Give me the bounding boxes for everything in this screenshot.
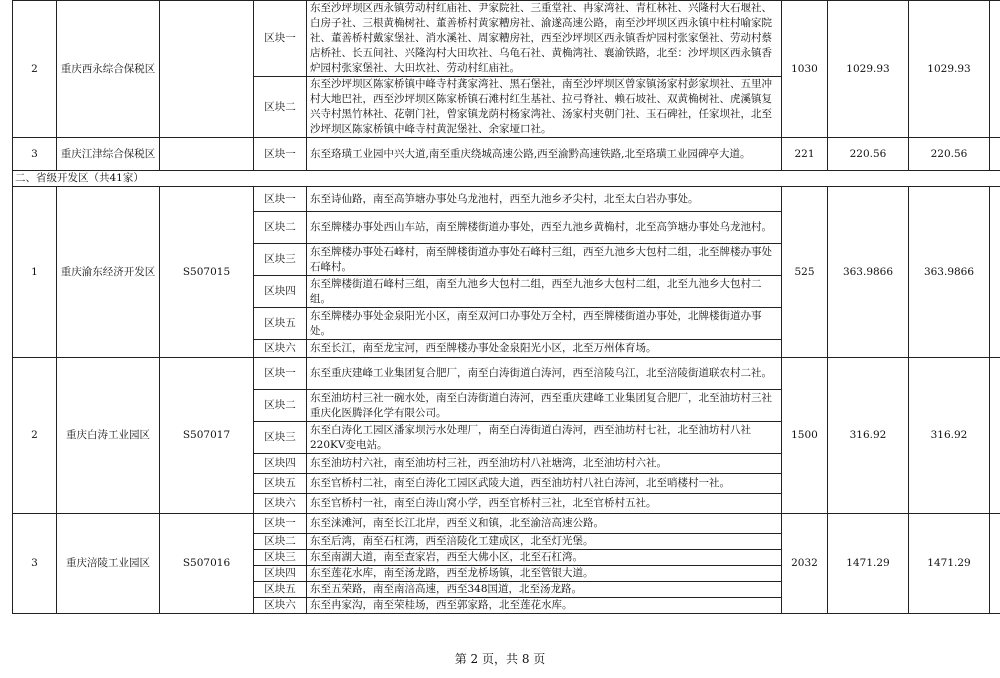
block-label: 区块三 xyxy=(254,422,307,454)
block-label: 区块四 xyxy=(254,276,307,308)
section-title: 二、省级开发区（共41家） xyxy=(13,171,1000,187)
area-approved: 1030 xyxy=(782,1,828,138)
area-value-b: 363.9866 xyxy=(909,187,990,358)
block-boundary: 东至沙坪坝区西永镇劳动村红庙社、尹家院社、三重堂社、冉家湾社、青杠林社、兴隆村大石堰社、白房子社、三根黄桷树社、董善桥村黄家糟房社、渝遂高速公路，南至沙坪坝区西永镇中柱村喻家院社、董善桥村戴家堡社、消水溪社、周家糟房社，西至沙坪坝区西永镇香炉园村张家堡社、劳动村蔡店桥社、长五间社、兴隆沟村大田坎社、乌龟石社、黄桷湾社、襄渝铁路，北至：沙坪坝区西永镇香炉园村张家堡社、大田坎社、劳动村红庙社。 xyxy=(307,1,782,77)
block-boundary: 东至冉家沟，南至荣桂场，西至郭家路，北至莲花水库。 xyxy=(307,598,782,614)
zone-name: 重庆西永综合保税区 xyxy=(57,1,160,138)
block-boundary: 东至牌楼办事处石峰村，南至牌楼街道办事处石峰村三组，西至九池乡大包村二组，北至牌楼办事处石峰村。 xyxy=(307,244,782,276)
block-label: 区块二 xyxy=(254,212,307,244)
block-boundary: 东至珞璜工业园中兴大道,南至重庆绕城高速公路,西至渝黔高速铁路,北至珞璜工业园碑亭大道。 xyxy=(307,138,782,171)
table-row xyxy=(13,358,1000,390)
block-boundary: 东至诗仙路，南至高笋塘办事处乌龙池村，西至九池乡矛尖村，北至太白岩办事处。 xyxy=(307,187,782,212)
row-number: 2 xyxy=(13,1,57,138)
zone-name: 重庆白涛工业园区 xyxy=(57,358,160,514)
area-value-b: 1471.29 xyxy=(909,514,990,614)
area-value-b: 316.92 xyxy=(909,358,990,514)
empty-cell xyxy=(990,187,1000,358)
block-boundary: 东至莲花水库，南至汤龙路，西至龙桥场镇，北至管银大道。 xyxy=(307,566,782,582)
zone-code: S507016 xyxy=(160,514,254,614)
block-label: 区块一 xyxy=(254,1,307,77)
area-value-a: 1029.93 xyxy=(828,1,909,138)
area-value-a: 1471.29 xyxy=(828,514,909,614)
area-value-b: 1029.93 xyxy=(909,1,990,138)
block-boundary: 东至长江，南至龙宝河，西至牌楼办事处金泉阳光小区，北至万州体育场。 xyxy=(307,340,782,358)
block-label: 区块三 xyxy=(254,244,307,276)
empty-cell xyxy=(990,138,1000,171)
block-boundary: 东至官桥村二社，南至白涛化工园区武陵大道，西至油坊村八社白涛河，北至哨楼村一社。 xyxy=(307,474,782,494)
block-boundary: 东至沙坪坝区陈家桥镇中峰寺村龚家湾社、黑石堡社，南至沙坪坝区曾家镇汤家村彭家坝社、五里冲村大地巴社，西至沙坪坝区陈家桥镇石滩村红生基社、拉弓脊社、赖石坡社、双黄桷树社、虎溪镇复兴寺村黑竹林社、花朝门社，曾家镇龙荫村杨家湾社、汤家村夹朝门社、玉石碑社，任家坝社，北至沙坪坝区陈家桥镇中峰寺村黄泥堡社、余家垭口社。 xyxy=(307,77,782,138)
empty-cell xyxy=(990,1,1000,138)
block-label: 区块三 xyxy=(254,550,307,566)
area-approved: 2032 xyxy=(782,514,828,614)
block-boundary: 东至牌楼办事处西山车站，南至牌楼街道办事处，西至九池乡黄桷村，北至高笋塘办事处乌龙池村。 xyxy=(307,212,782,244)
table-row xyxy=(13,187,1000,212)
block-label: 区块一 xyxy=(254,514,307,534)
page-footer: 第 2 页，共 8 页 xyxy=(454,652,546,666)
block-label: 区块六 xyxy=(254,494,307,514)
block-boundary: 东至白涛化工园区潘家坝污水处理厂，南至白涛街道白涛河，西至油坊村七社，北至油坊村八社220KV变电站。 xyxy=(307,422,782,454)
area-value-b: 220.56 xyxy=(909,138,990,171)
zone-code xyxy=(160,1,254,138)
block-label: 区块四 xyxy=(254,566,307,582)
document-sheet xyxy=(12,0,1000,614)
block-label: 区块二 xyxy=(254,390,307,422)
block-label: 区块五 xyxy=(254,582,307,598)
block-boundary: 东至五荣路，南至南涪高速，西至348国道，北至汤龙路。 xyxy=(307,582,782,598)
empty-cell xyxy=(990,514,1000,614)
block-boundary: 东至牌楼办事处金泉阳光小区，南至双河口办事处万全村，西至牌楼街道办事处，北牌楼街道办事处。 xyxy=(307,308,782,340)
area-approved: 221 xyxy=(782,138,828,171)
block-boundary: 东至后湾，南至石杠湾，西至涪陵化工建成区，北至灯光堡。 xyxy=(307,534,782,550)
row-number: 1 xyxy=(13,187,57,358)
block-boundary: 东至油坊村三社一碗水处，南至白涛街道白涛河，西至重庆建峰工业集团复合肥厂，北至油坊村三社重庆化医腾泽化学有限公司。 xyxy=(307,390,782,422)
area-value-a: 316.92 xyxy=(828,358,909,514)
block-boundary: 东至油坊村六社，南至油坊村三社，西至油坊村八社塘湾，北至油坊村六社。 xyxy=(307,454,782,474)
block-boundary: 东至南湖大道，南至查家岩，西至大佛小区，北至石杠湾。 xyxy=(307,550,782,566)
table-row xyxy=(13,138,1000,171)
zone-name: 重庆江津综合保税区 xyxy=(57,138,160,171)
zone-name: 重庆渝东经济开发区 xyxy=(57,187,160,358)
block-boundary: 东至牌楼街道石峰村三组，南至九池乡大包村二组，西至九池乡大包村二组，北至九池乡大包村二组。 xyxy=(307,276,782,308)
block-label: 区块一 xyxy=(254,187,307,212)
block-label: 区块六 xyxy=(254,598,307,614)
block-boundary: 东至官桥村一社，南至白涛山窝小学，西至官桥村三社，北至官桥村五社。 xyxy=(307,494,782,514)
area-approved: 525 xyxy=(782,187,828,358)
block-boundary: 东至涞滩河，南至长江北岸，西至义和镇，北至渝涪高速公路。 xyxy=(307,514,782,534)
block-label: 区块一 xyxy=(254,138,307,171)
empty-cell xyxy=(990,358,1000,514)
block-label: 区块一 xyxy=(254,358,307,390)
zone-code: S507017 xyxy=(160,358,254,514)
block-boundary: 东至重庆建峰工业集团复合肥厂，南至白涛街道白涛河，西至涪陵乌江，北至涪陵街道联农村二社。 xyxy=(307,358,782,390)
area-approved: 1500 xyxy=(782,358,828,514)
row-number: 2 xyxy=(13,358,57,514)
section-header-row xyxy=(13,171,1000,187)
block-label: 区块二 xyxy=(254,534,307,550)
area-value-a: 363.9866 xyxy=(828,187,909,358)
block-label: 区块二 xyxy=(254,77,307,138)
table-row xyxy=(13,1,1000,77)
row-number: 3 xyxy=(13,138,57,171)
table-row xyxy=(13,514,1000,534)
zone-code xyxy=(160,138,254,171)
development-zone-table xyxy=(12,0,1000,614)
block-label: 区块四 xyxy=(254,454,307,474)
zone-code: S507015 xyxy=(160,187,254,358)
block-label: 区块五 xyxy=(254,308,307,340)
area-value-a: 220.56 xyxy=(828,138,909,171)
block-label: 区块六 xyxy=(254,340,307,358)
row-number: 3 xyxy=(13,514,57,614)
block-label: 区块五 xyxy=(254,474,307,494)
table-body xyxy=(13,1,1000,614)
zone-name: 重庆涪陵工业园区 xyxy=(57,514,160,614)
